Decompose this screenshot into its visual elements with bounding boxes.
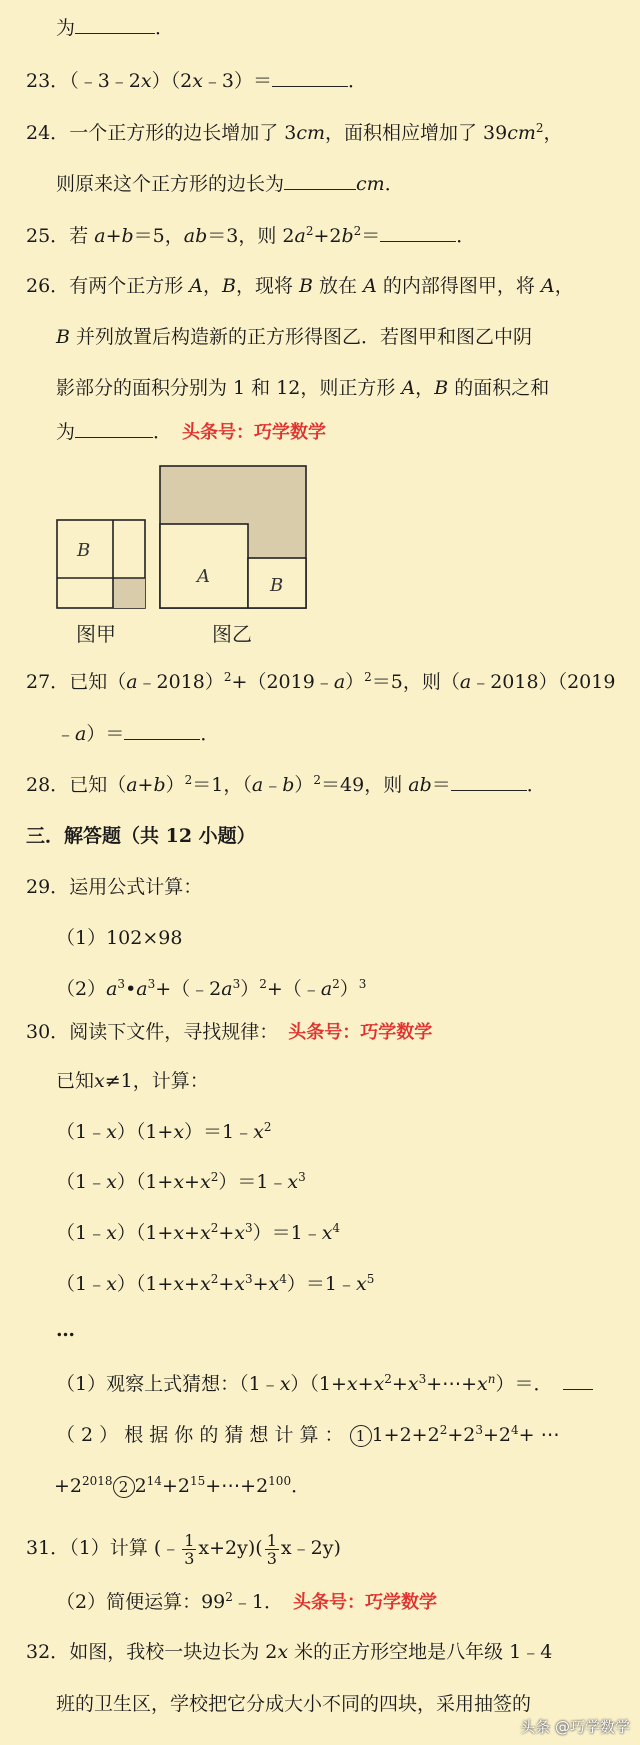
question-30: 30．阅读下文件，寻找规律： 头条号：巧学数学 — [26, 1021, 433, 1043]
section-3-heading: 三．解答题（共 12 小题） — [26, 825, 256, 847]
question-30-eq1: $(1﹣x)(1+x)=1﹣x^2$ — [56, 1120, 272, 1143]
question-30-eq3: $(1﹣x)(1+x+x^2+x^3)=1﹣x^4$ — [56, 1221, 341, 1244]
label-B-yi: B — [270, 575, 284, 596]
figure-squares — [0, 460, 340, 640]
question-30-part2-line2: $+2^{2018}$ 2 $2^{14}+2^{15}+\cdots+2^{100}$． — [54, 1474, 311, 1497]
figure-yi — [160, 466, 306, 608]
figure-label-jia: 图甲 — [76, 622, 116, 646]
question-30-given: 已知x≠1，计算： — [56, 1070, 209, 1092]
watermark: 头条 @巧学数学 — [520, 1718, 630, 1736]
question-24-line2: 则原来这个正方形的边长为 cm． — [56, 173, 404, 195]
question-31-part2: （2）简便运算：$99^2﹣1$． 头条号：巧学数学 — [56, 1590, 437, 1613]
question-24: 24．一个正方形的边长增加了 3cm，面积相应增加了 $39cm^2$， — [26, 121, 563, 144]
brand-tag-2: 头条号：巧学数学 — [288, 1022, 433, 1043]
question-26-line3: 影部分的面积分别为 1 和 12，则正方形 A，B 的面积之和 — [56, 377, 550, 399]
question-27: 27．已知（a﹣2018）$^2$+（2019﹣a）$^2$＝5，则（a﹣2018）（2019 — [26, 670, 616, 693]
label-B-jia: B — [77, 540, 91, 561]
brand-tag: 头条号：巧学数学 — [182, 422, 327, 443]
question-29: 29．运用公式计算： — [26, 876, 203, 898]
question-26: 26．有两个正方形 A，B，现将 B 放在 A 的内部得图甲，将 A， — [26, 275, 574, 297]
question-23: 23．（﹣3﹣2x）（2x﹣3）＝ ． — [26, 70, 368, 92]
question-27-line2: ﹣a）＝ ． — [56, 723, 220, 745]
question-32: 32．如图，我校一块边长为 2x 米的正方形空地是八年级 1﹣4 — [26, 1641, 553, 1663]
figure-label-yi: 图乙 — [212, 622, 252, 646]
question-30-eq4: $(1﹣x)(1+x+x^2+x^3+x^4)=1﹣x^5$ — [56, 1272, 375, 1295]
question-30-eq2: $(1﹣x)(1+x+x^2)=1﹣x^3$ — [56, 1170, 306, 1193]
question-30-part2: （ 2 ） 根 据 你 的 猜 想 计 算 ： 1 $1+2+2^2+2^3+2^4+$ ⋯ — [56, 1423, 560, 1446]
brand-tag-3: 头条号：巧学数学 — [293, 1592, 437, 1613]
label-A-yi: A — [197, 566, 210, 587]
question-30-part1: （1）观察上式猜想：$(1﹣x)(1+x+x^2+x^3+\cdots+x^n)=$． — [0, 1370, 640, 1398]
question-29-part1: （1）102×98 — [56, 927, 183, 949]
figure-jia — [57, 520, 145, 608]
question-26-line2: B 并列放置后构造新的正方形得图乙．若图甲和图乙中阴 — [56, 326, 533, 348]
question-30-ellipsis: … — [56, 1319, 75, 1341]
question-28: 28．已知$(a+b)^2=1$，（a﹣b）$^2$＝49，则 ab＝ ． — [26, 773, 546, 796]
q22-tail: 为 ． — [56, 17, 175, 39]
question-31: 31．（1）计算 (﹣ $\frac{1}{3}$ x+2y)( $\frac{1}{3}$ x﹣2y) — [26, 1530, 341, 1568]
question-32-line2: 班的卫生区，学校把它分成大小不同的四块，采用抽签的 — [56, 1693, 532, 1715]
question-29-part2: $(2)a^3•a^3+(﹣2a^3)^2+(﹣a^2)^3$ — [56, 977, 367, 1000]
question-26-line4: 为 ． 头条号：巧学数学 — [56, 421, 327, 443]
question-25: 25．若 a+b＝5，ab＝3，则 $2a^2+2b^2=$ ． — [26, 224, 476, 247]
